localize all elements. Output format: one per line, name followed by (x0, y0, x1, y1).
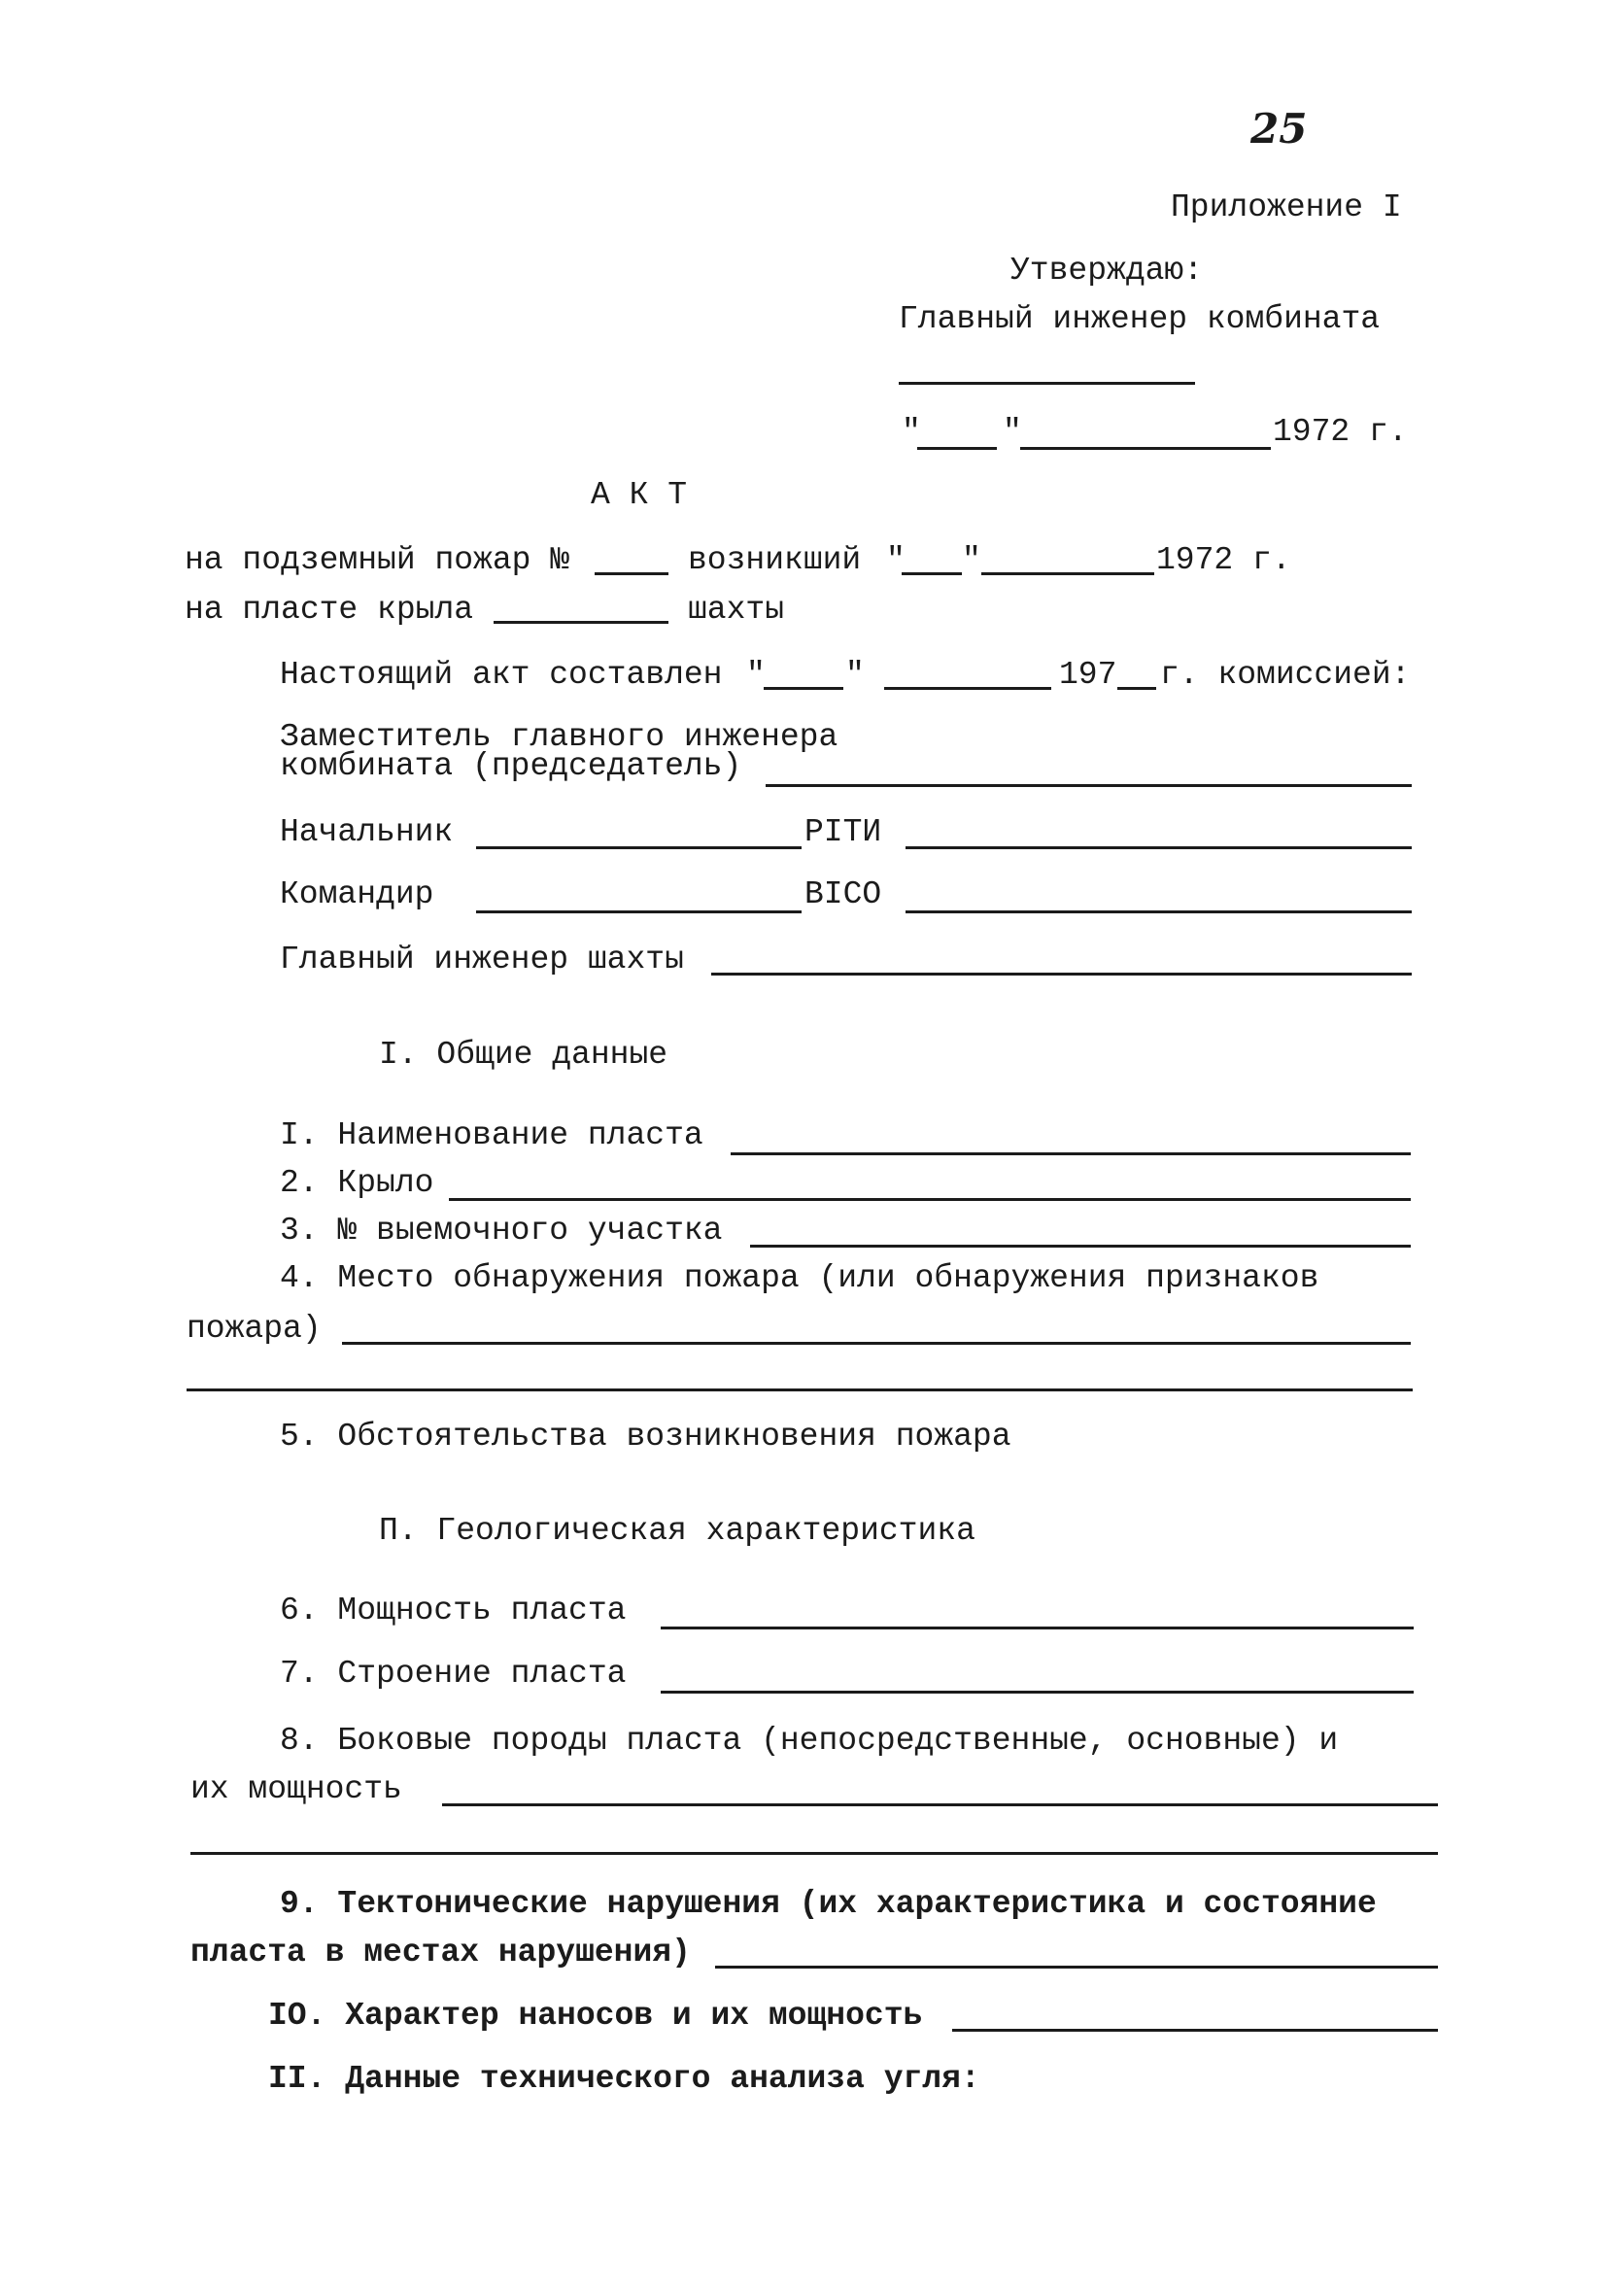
date-quote-open: " (902, 414, 921, 450)
composed-year: 197 (1059, 657, 1117, 693)
item5-circumstances: 5. Обстоятельства возникновения пожара (280, 1419, 1011, 1455)
mine-engineer-label: Главный инженер шахты (280, 942, 684, 977)
fire-location-line-2[interactable] (187, 1388, 1413, 1391)
section1-heading: I. Общие данные (379, 1037, 668, 1073)
composed-year-digit-line[interactable] (1117, 687, 1156, 690)
item4-continued: пожара) (187, 1311, 322, 1347)
mine-engineer-name-line[interactable] (711, 973, 1412, 976)
intro-occurred-label: возникший (688, 542, 862, 578)
commander-label: Командир (280, 876, 434, 912)
side-rocks-line-2[interactable] (190, 1852, 1438, 1855)
composed-day-line[interactable] (764, 687, 843, 690)
intro-wing-label: на пласте крыла (185, 592, 474, 628)
commander-org: BIСО (804, 876, 882, 912)
item9-continued: пласта в местах нарушения) (190, 1935, 691, 1970)
deposits-line[interactable] (952, 2029, 1438, 2032)
commander-name-line-2[interactable] (906, 910, 1412, 913)
approver-title: Главный инженер комбината (899, 301, 1381, 337)
fire-day-line[interactable] (902, 572, 962, 575)
item9-tectonic: 9. Тектонические нарушения (их характеристика и состояние (280, 1886, 1377, 1922)
seam-name-line[interactable] (731, 1152, 1411, 1155)
composed-quote-open: " (746, 657, 766, 693)
commander-name-line[interactable] (476, 910, 802, 913)
item8-side-rocks: 8. Боковые породы пласта (непосредственные, основные) и (280, 1723, 1339, 1759)
wing-line[interactable] (449, 1198, 1411, 1201)
chief-label: Начальник (280, 814, 454, 850)
structure-line[interactable] (661, 1691, 1414, 1694)
item1-seam-name: I. Наименование пласта (280, 1117, 703, 1153)
item10-deposits: IO. Характер наносов и их мощность (268, 1998, 923, 2034)
composed-quote-close: " (845, 657, 865, 693)
section2-heading: П. Геологическая характеристика (379, 1513, 975, 1549)
deputy-name-line[interactable] (766, 784, 1412, 787)
side-rocks-line[interactable] (442, 1803, 1438, 1806)
document-title: А К Т (591, 477, 688, 513)
item2-wing: 2. Крыло (280, 1165, 434, 1201)
deputy-label-line1: Заместитель главного инженера (280, 719, 838, 755)
composed-month-line[interactable] (884, 687, 1051, 690)
intro-quote-close: " (962, 542, 981, 578)
chief-name-line[interactable] (476, 846, 802, 849)
thickness-line[interactable] (661, 1627, 1414, 1629)
fire-month-line[interactable] (981, 572, 1154, 575)
fire-location-line[interactable] (342, 1342, 1411, 1345)
approve-label: Утверждаю: (1010, 253, 1204, 289)
item11-coal-analysis: II. Данные технического анализа угля: (268, 2061, 980, 2097)
approve-day-line[interactable] (917, 447, 997, 450)
intro-year: 1972 г. (1156, 542, 1291, 578)
seam-wing-line[interactable] (494, 621, 668, 624)
chief-name-line-2[interactable] (906, 846, 1412, 849)
deputy-label-line2: комбината (председатель) (280, 748, 742, 784)
approver-signature-line[interactable] (899, 382, 1195, 385)
appendix-label: Приложение I (1171, 189, 1402, 225)
act-composed-label: Настоящий акт составлен (280, 657, 723, 693)
item6-thickness: 6. Мощность пласта (280, 1593, 627, 1628)
section-number-line[interactable] (750, 1245, 1411, 1248)
approve-year: 1972 г. (1273, 414, 1408, 450)
fire-number-line[interactable] (595, 572, 668, 575)
chief-org: PIТИ (804, 814, 882, 850)
item4-fire-location: 4. Место обнаружения пожара (или обнаружения признаков (280, 1260, 1319, 1296)
approve-month-line[interactable] (1020, 447, 1271, 450)
date-quote-close: " (1003, 414, 1022, 450)
intro-mine-label: шахты (688, 592, 785, 628)
intro-fire-number-label: на подземный пожар № (185, 542, 570, 578)
intro-quote-open: " (886, 542, 906, 578)
composed-commission-label: г. комиссией: (1160, 657, 1411, 693)
item7-structure: 7. Строение пласта (280, 1656, 627, 1692)
page-number: 25 (1250, 105, 1308, 153)
item3-section-number: 3. № выемочного участка (280, 1213, 723, 1249)
tectonic-line[interactable] (715, 1966, 1438, 1969)
item8-continued: их мощность (190, 1771, 402, 1807)
